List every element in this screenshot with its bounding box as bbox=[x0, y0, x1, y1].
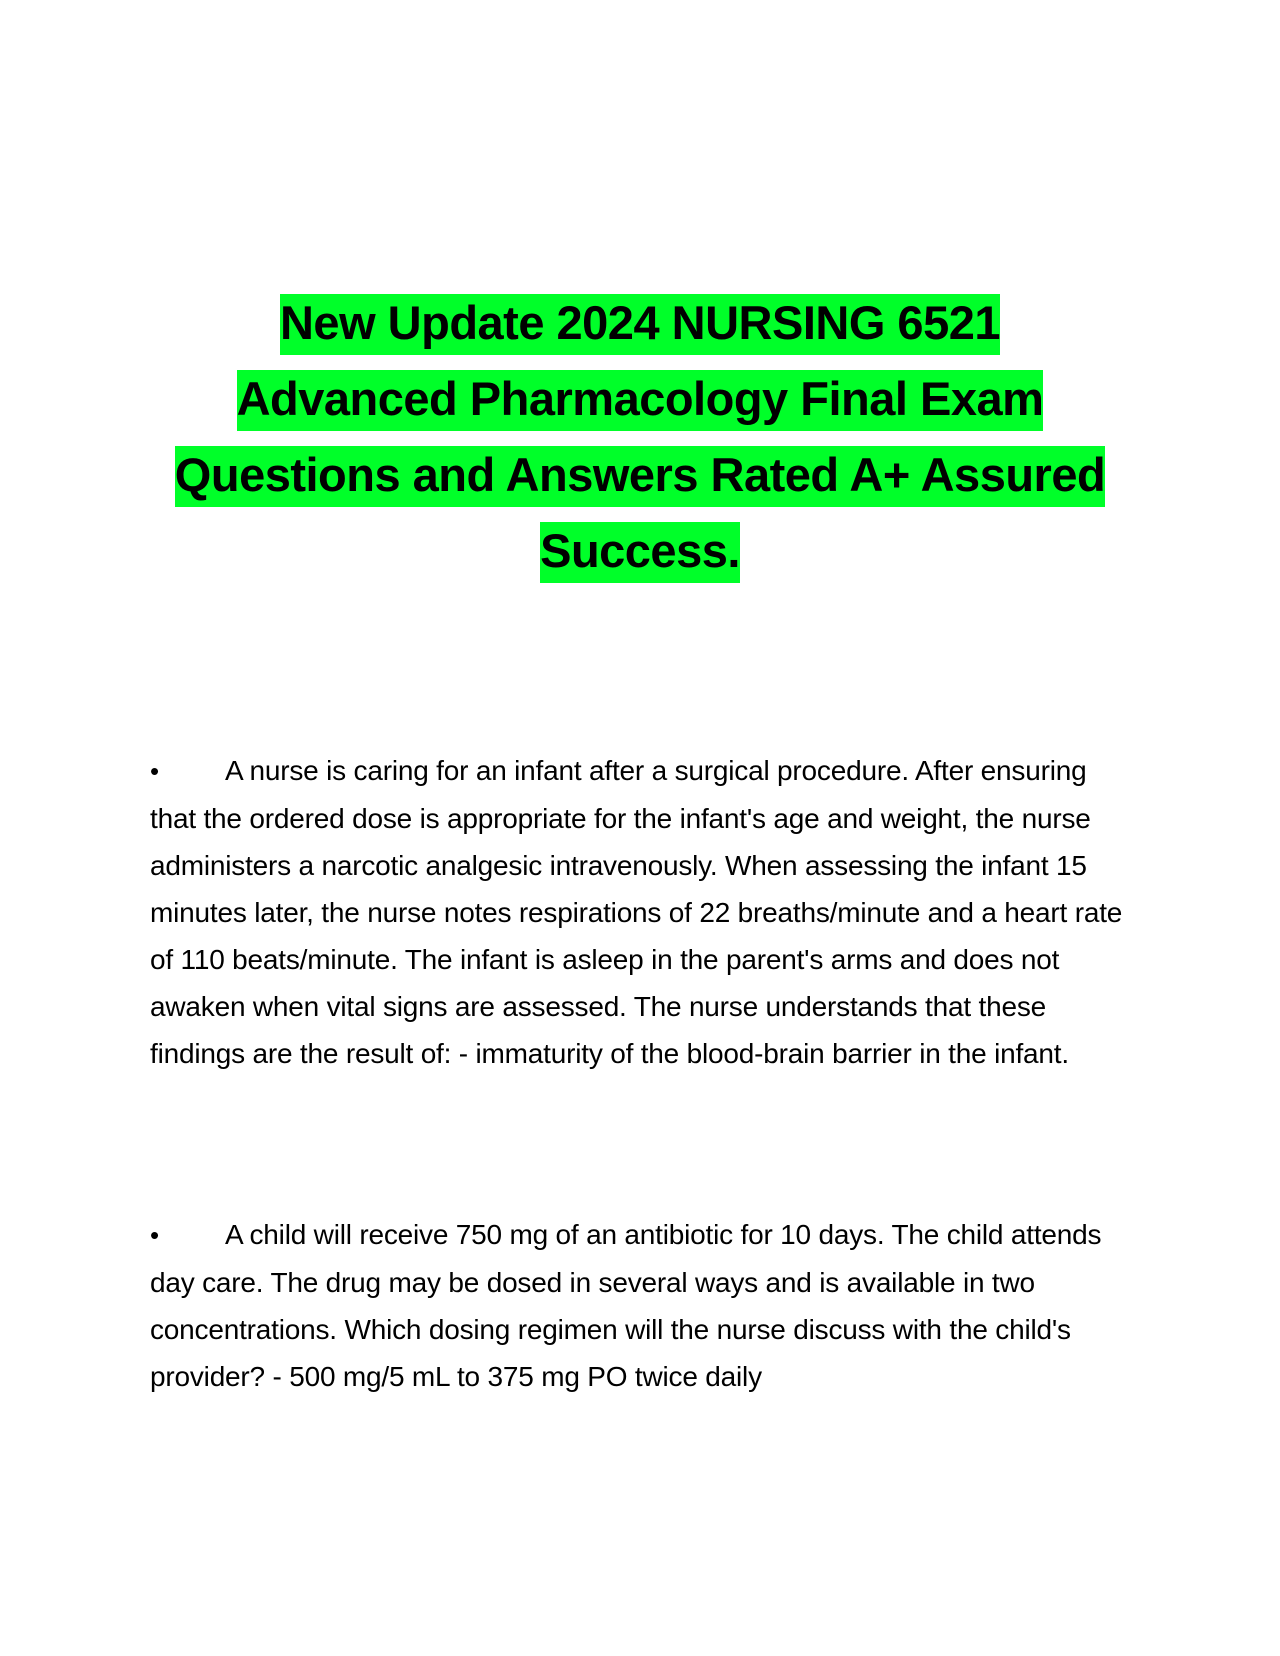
question-item bbox=[150, 747, 1130, 1077]
title-highlight: Advanced Pharmacology Final Exam bbox=[237, 370, 1044, 431]
title-highlight: New Update 2024 NURSING 6521 bbox=[280, 294, 1000, 355]
title-line-2 bbox=[150, 361, 1130, 437]
question-text: A nurse is caring for an infant after a surgical procedure. After ensuring that the ordered dose is appropriate for the infant's age and weight, the nurse administers a narcotic analgesic intravenously. When assessing the infant 15 minutes later, the nurse notes respirations of 22 breaths/minute and a heart rate of 110 beats/minute. The infant is asleep in the parent's arms and does not awaken when vital signs are assessed. The nurse understands that these findings are the result of: - immaturity of the blood-brain barrier in the infant. bbox=[150, 755, 1123, 1069]
title-line-4 bbox=[150, 513, 1130, 589]
title-highlight: Questions and Answers Rated A+ Assured bbox=[175, 446, 1105, 507]
document-title bbox=[150, 285, 1130, 589]
title-line-3 bbox=[150, 437, 1130, 513]
question-text: A child will receive 750 mg of an antibiotic for 10 days. The child attends day care. The drug may be dosed in several ways and is available in two concentrations. Which dosing regimen will the nurse discuss with the child's provider? - 500 mg/5 mL to 375 mg PO twice daily bbox=[150, 1219, 1102, 1392]
title-highlight: Success. bbox=[540, 522, 740, 583]
title-line-1 bbox=[150, 285, 1130, 361]
bullet-icon: • bbox=[150, 1220, 159, 1250]
question-item bbox=[150, 1211, 1130, 1400]
bullet-icon: • bbox=[150, 756, 159, 786]
